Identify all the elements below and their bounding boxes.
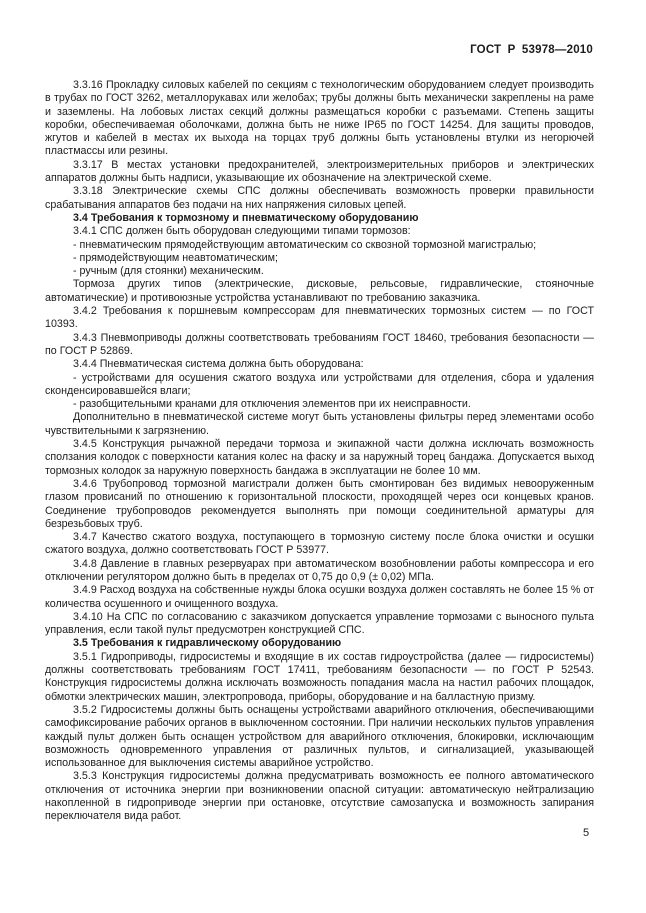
paragraph: - разобщительными кранами для отключения элементов при их неисправности. [73,398,471,411]
section-heading: 3.5 Требования к гидравлическому оборудованию [73,637,342,650]
paragraph: - ручным (для стоянки) механическим. [73,265,264,278]
paragraph: 3.3.16 Прокладку силовых кабелей по секциям с технологическим оборудованием следует производить в трубах по ГОСТ 3262, металлорукавах или желобах; трубы должны быть механически закреплены на раме и заземлены. На лобовых листах секций должны размещаться коробки с разъемами. Степень защиты коробки, обеспечиваемая оболочками, должна быть не ниже IP65 по ГОСТ 14254. Для защиты проводов, жгутов и кабелей в местах их выхода на торцах труб должны быть установлены втулки из негорючей пластмассы или резины. [45,79,594,158]
paragraph: 3.4.8 Давление в главных резервуарах при автоматическом возобновлении работы компрессора и его отключении регулятором должно быть в пределах от 0,75 до 0,9 (± 0,02) МПа. [45,557,594,583]
paragraph: 3.5.1 Гидроприводы, гидросистемы и входящие в их состав гидроустройства (далее — гидросистемы) должны соответствовать требованиям ГОСТ 17411, требованиям безопасности — по ГОСТ Р 52543. Конструкция гидросистемы должна исключать возможность попадания масла на настил рабочих площадок, обмотки электрических машин, электропровода, приборы, оборудование и на балластную призму. [45,650,594,703]
paragraph: - пневматическим прямодействующим автоматическим со сквозной тормозной магистралью; [73,238,537,251]
document-body [45,79,594,824]
paragraph: 3.4.1 СПС должен быть оборудован следующими типами тормозов: [73,225,411,238]
paragraph: 3.4.7 Качество сжатого воздуха, поступающего в тормозную систему после блока очистки и осушки сжатого воздуха, должно соответствовать ГОСТ Р 53977. [45,531,594,557]
paragraph: 3.4.5 Конструкция рычажной передачи тормоза и экипажной части должна исключать возможность сползания колодок с поверхности катания колес на фаску и за наружный торец бандажа. Допускается выход тормозных колодок за наружную поверхность бандажа в эксплуатации не более 10 мм. [45,438,594,477]
paragraph: - устройствами для осушения сжатого воздуха или устройствами для отделения, сбора и удаления сконденсировавшейся влаги; [45,371,594,397]
paragraph: 3.3.17 В местах установки предохранителей, электроизмерительных приборов и электрических аппаратов должны быть надписи, указывающие их обозначение на электрической схеме. [45,158,594,185]
paragraph: 3.3.18 Электрические схемы СПС должны обеспечивать возможность проверки правильности срабатывания аппаратов без подачи на них напряжения силовых цепей. [45,185,594,211]
paragraph: - прямодействующим неавтоматическим; [73,251,278,264]
page-number: 5 [583,827,590,839]
paragraph: 3.4.4 Пневматическая система должна быть оборудована: [73,358,364,371]
paragraph: 3.5.3 Конструкция гидросистемы должна предусматривать возможность ее полного автоматического отключения от источника энергии при возникновении опасной ситуации: автоматическую нейтрализацию накопленной в гидроприводе энергии при остановке, отсутствие самозапуска и возможность запирания переключателя вида работ. [45,770,594,823]
paragraph: 3.4.3 Пневмоприводы должны соответствовать требованиям ГОСТ 18460, требования безопасности — по ГОСТ Р 52869. [45,331,594,357]
paragraph: Тормоза других типов (электрические, дисковые, рельсовые, гидравлические, стояночные автоматические) и противоюзные устройства устанавливают по требованию заказчика. [45,278,594,304]
section-heading: 3.4 Требования к тормозному и пневматическому оборудованию [73,211,419,224]
paragraph: 3.4.10 На СПС по согласованию с заказчиком допускается управление тормозами с выносного пульта управления, если такой пульт предусмотрен конструкцией СПС. [45,610,594,637]
paragraph: 3.4.2 Требования к поршневым компрессорам для пневматических тормозных систем — по ГОСТ 10393. [45,305,594,331]
paragraph: 3.4.6 Трубопровод тормозной магистрали должен быть смонтирован без видимых невооруженным глазом провисаний по отношению к горизонтальной плоскости, проходящей через оси концевых кранов. Соединение трубопроводов рекомендуется выполнять при помощи соединительной арматуры для безрезьбовых труб. [45,477,594,530]
paragraph: 3.4.9 Расход воздуха на собственные нужды блока осушки воздуха должен составлять не более 15 % от количества осушенного и очищенного воздуха. [45,584,594,610]
paragraph: 3.5.2 Гидросистемы должны быть оснащены устройствами аварийного отключения, обеспечивающими самофиксирование рабочих органов в выключенном состоянии. При наличии нескольких пультов управления каждый пульт должен быть оснащен устройством для аварийного отключения, блокировки, исключающим возможность одновременного управления от различных пультов, и сигнализацией, указывающей использованное для выключения системы аварийное устройство. [45,703,594,770]
document-header-title: ГОСТ Р 53978—2010 [470,44,593,56]
paragraph: Дополнительно в пневматической системе могут быть установлены фильтры перед элементами особо чувствительными к загрязнению. [45,411,594,437]
